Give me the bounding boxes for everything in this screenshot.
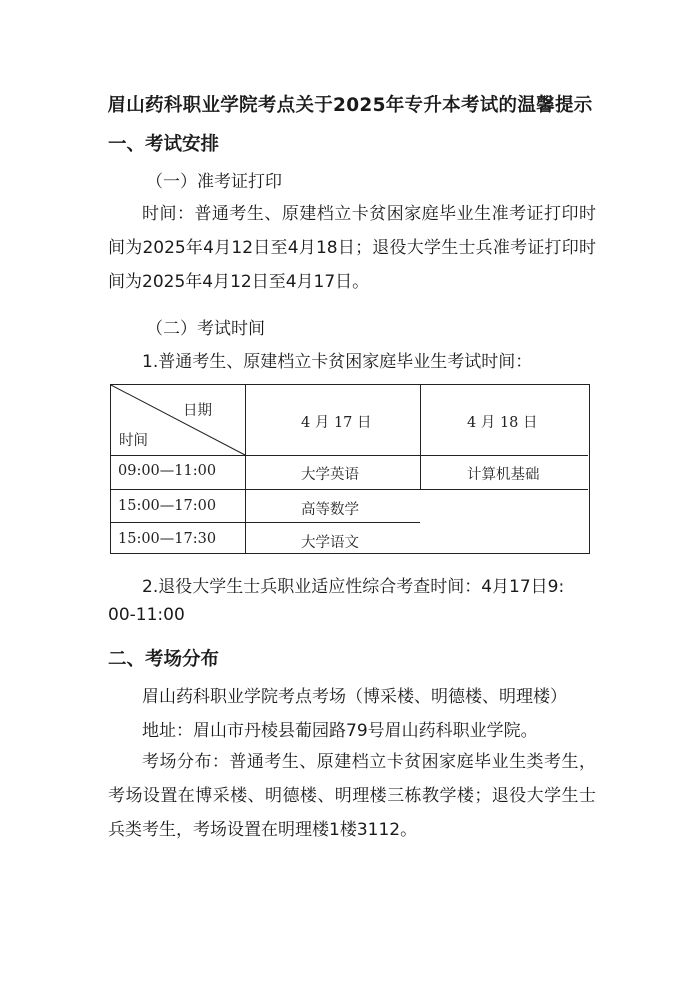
address-paragraph: 地址：眉山市丹棱县葡园路79号眉山药科职业学院。 [142, 721, 538, 741]
table-row-time: 15:00—17:00 [118, 498, 217, 514]
section1-heading: 一、考试安排 [108, 134, 220, 155]
table-row-subject: 计算机基础 [467, 467, 540, 483]
table-header-date-col2: 4 月 18 日 [467, 415, 538, 431]
table-header-date-col1: 4 月 17 日 [301, 415, 372, 431]
table-hline [111, 522, 420, 523]
exam-time-item1: 1.普通考生、原建档立卡贫困家庭毕业生考试时间： [142, 352, 533, 372]
section2-heading: 二、考场分布 [108, 649, 220, 670]
table-vline [420, 385, 421, 489]
exam-time-item2-line1: 2.退役大学生士兵职业适应性综合考查时间：4月17日9: [142, 577, 565, 597]
document-title: 眉山药科职业学院考点关于2025年专升本考试的温馨提示 [107, 95, 593, 116]
subsection2-heading: （二）考试时间 [146, 319, 265, 339]
exam-site-paragraph: 眉山药科职业学院考点考场（博采楼、明德楼、明理楼） [142, 687, 567, 707]
table-corner-date-label: 日期 [183, 403, 212, 419]
table-hline [111, 489, 588, 490]
exam-room-distribution-paragraph: 考场分布：普通考生、原建档立卡贫困家庭毕业生类考生，考场设置在博采楼、明德楼、明理楼三栋教学楼；退役大学生士兵类考生，考场设置在明理楼1楼3112。 [108, 752, 596, 840]
table-row-subject: 大学英语 [301, 467, 359, 483]
exam-schedule-table [110, 384, 590, 554]
admission-ticket-paragraph: 时间：普通考生、原建档立卡贫困家庭毕业生准考证打印时间为2025年4月12日至4月18日；退役大学生士兵准考证打印时间为2025年4月12日至4月17日。 [108, 204, 596, 292]
table-row-time: 09:00—11:00 [118, 463, 217, 479]
table-corner-time-label: 时间 [119, 433, 148, 449]
exam-time-item2-line2: 00-11:00 [108, 605, 185, 625]
subsection1-heading: （一）准考证打印 [146, 172, 282, 192]
table-row-time: 15:00—17:30 [118, 531, 217, 547]
table-row-subject: 大学语文 [301, 535, 359, 551]
table-row-subject: 高等数学 [301, 502, 359, 518]
